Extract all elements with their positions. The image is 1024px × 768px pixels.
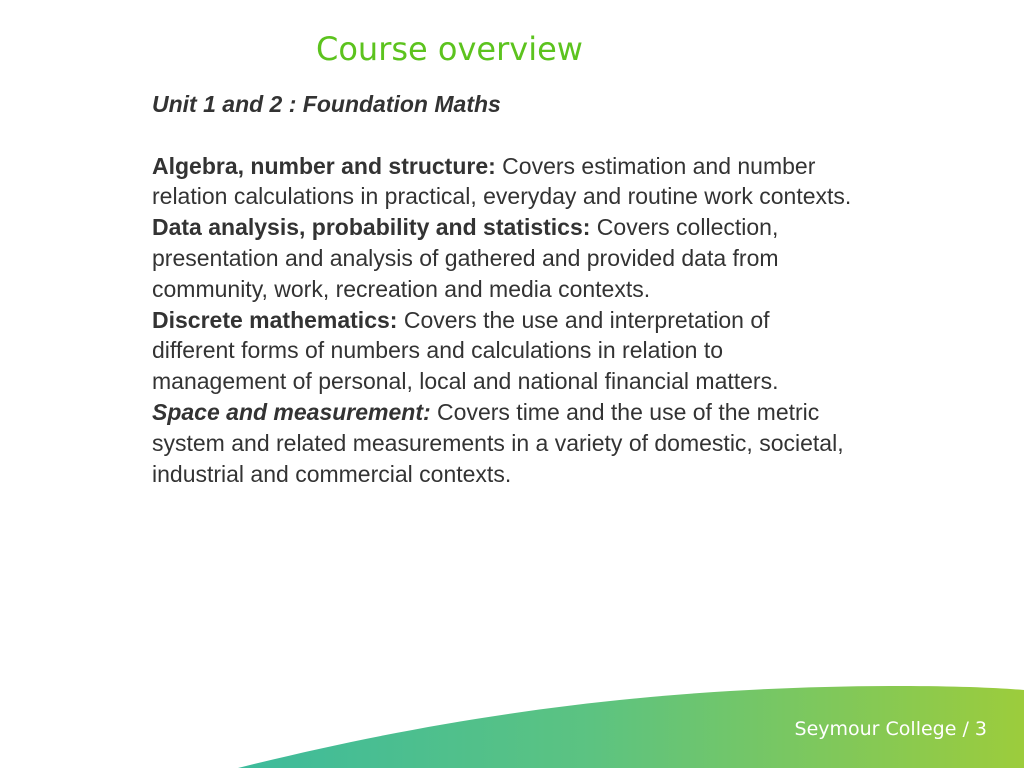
blank-line (152, 120, 852, 151)
section-description: Covers the use and interpretation of different forms of numbers and calculations in relation to management of personal, local and national financial matters. (152, 306, 779, 395)
section-description: Covers estimation and number relation calculations in practical, everyday and routine work contexts. (152, 152, 852, 210)
slide-footer: Seymour College / 3 (794, 718, 987, 740)
section-description: Covers time and the use of the metric system and related measurements in a variety of domestic, societal, industrial and commercial contexts. (152, 398, 844, 487)
section-space-measurement (152, 397, 852, 489)
section-discrete-mathematics (152, 305, 852, 397)
section-term: Data analysis, probability and statistics: (152, 214, 591, 241)
section-term: Algebra, number and structure: (152, 152, 496, 179)
section-description: Covers collection, presentation and analysis of gathered and provided data from community, work, recreation and media contexts. (152, 214, 779, 302)
slide-body (152, 89, 852, 489)
section-term: Space and measurement: (152, 398, 431, 425)
section-data-analysis (152, 212, 852, 304)
section-algebra (152, 151, 852, 213)
unit-heading: Unit 1 and 2 : Foundation Maths (152, 91, 501, 117)
slide-title: Course overview (316, 30, 583, 68)
section-term: Discrete mathematics: (152, 306, 398, 333)
